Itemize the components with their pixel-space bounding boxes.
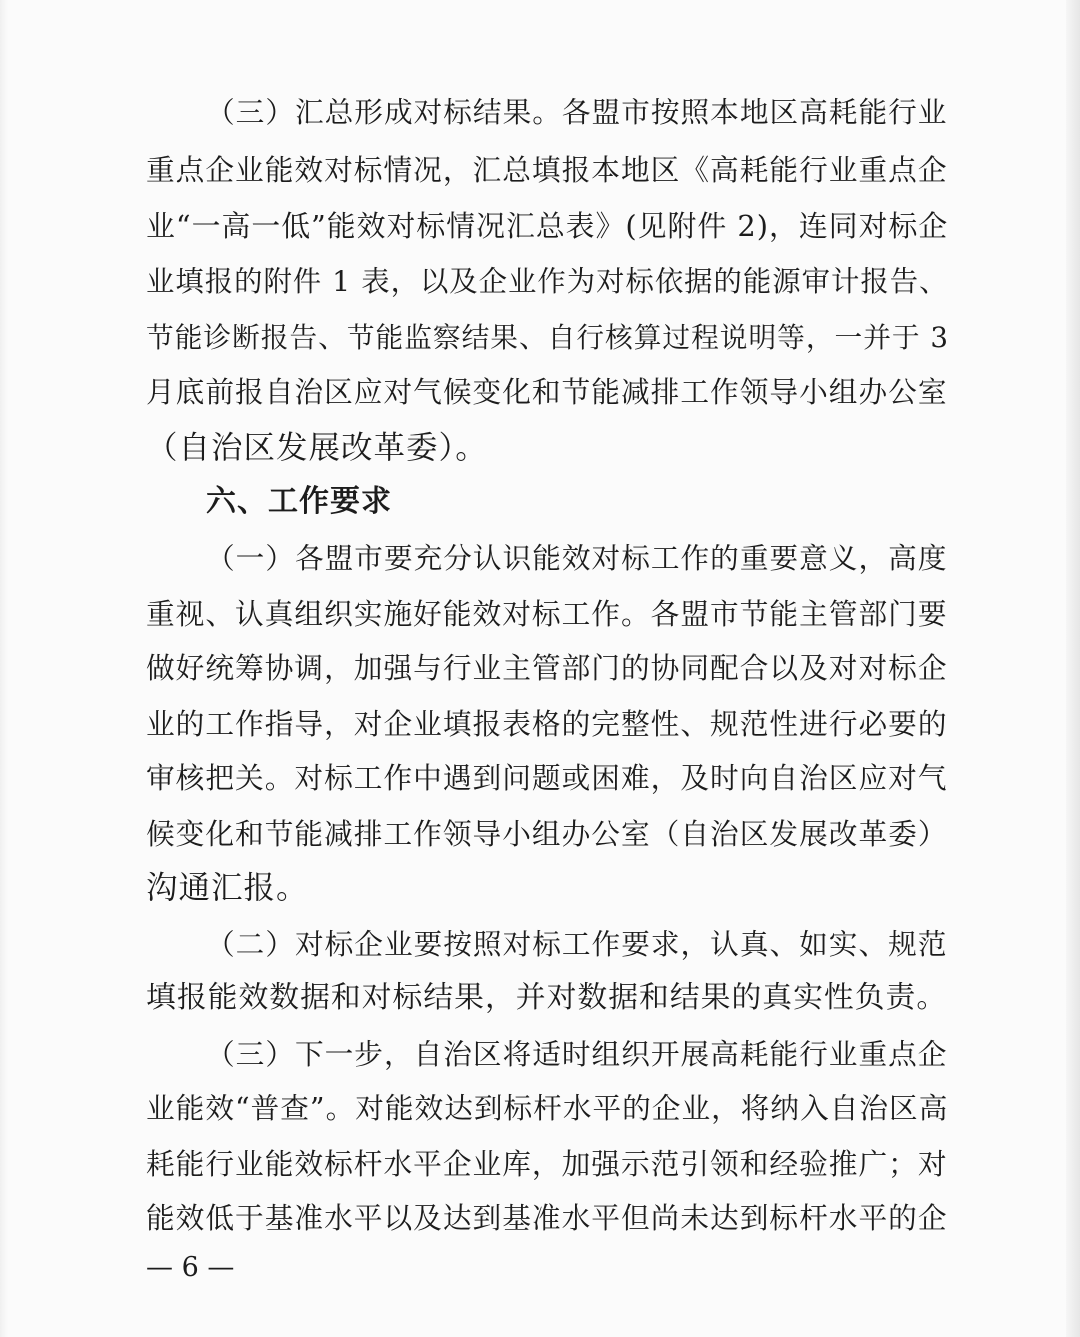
scan-edge-left [0,0,8,1337]
paragraph-line: （二）对标企业要按照对标工作要求，认真、如实、规范 [206,927,948,961]
page-number: — 6 — [146,1252,235,1283]
scan-edge-right [1066,0,1080,1337]
paragraph-line: 候变化和节能减排工作领导小组办公室（自治区发展改革委） [146,817,948,851]
paragraph-line: 业“一高一低”能效对标情况汇总表》(见附件 2)，连同对标企 [146,209,949,243]
paragraph-line: 做好统筹协调，加强与行业主管部门的协同配合以及对对标企 [146,651,948,685]
paragraph-line: （三）汇总形成对标结果。各盟市按照本地区高耗能行业 [206,95,948,129]
paragraph-line: 审核把关。对标工作中遇到问题或困难，及时向自治区应对气 [146,761,948,795]
paragraph-line: 业的工作指导，对企业填报表格的完整性、规范性进行必要的 [146,707,948,741]
paragraph-line: 填报能效数据和对标结果，并对数据和结果的真实性负责。 [146,980,948,1015]
paragraph-line: 业能效“普查”。对能效达到标杆水平的企业，将纳入自治区高 [146,1091,949,1125]
paragraph-line: 月底前报自治区应对气候变化和节能减排工作领导小组办公室 [146,375,948,409]
section-heading: 六、工作要求 [206,484,392,519]
paragraph-line: 沟通汇报。 [146,870,309,906]
paragraph-line: 节能诊断报告、节能监察结果、自行核算过程说明等，一并于 3 [146,321,949,354]
paragraph-line: 重视、认真组织实施好能效对标工作。各盟市节能主管部门要 [146,597,948,631]
paragraph-line: 能效低于基准水平以及达到基准水平但尚未达到标杆水平的企 [146,1201,948,1235]
paragraph-line: （三）下一步，自治区将适时组织开展高耗能行业重点企 [206,1037,948,1071]
paragraph-line: （自治区发展改革委）。 [146,430,488,466]
paragraph-line: 耗能行业能效标杆水平企业库，加强示范引领和经验推广；对 [146,1147,948,1181]
paragraph-line: 重点企业能效对标情况，汇总填报本地区《高耗能行业重点企 [146,153,948,187]
paragraph-line: （一）各盟市要充分认识能效对标工作的重要意义，高度 [206,541,948,575]
paragraph-line: 业填报的附件 1 表，以及企业作为对标依据的能源审计报告、 [146,265,949,298]
